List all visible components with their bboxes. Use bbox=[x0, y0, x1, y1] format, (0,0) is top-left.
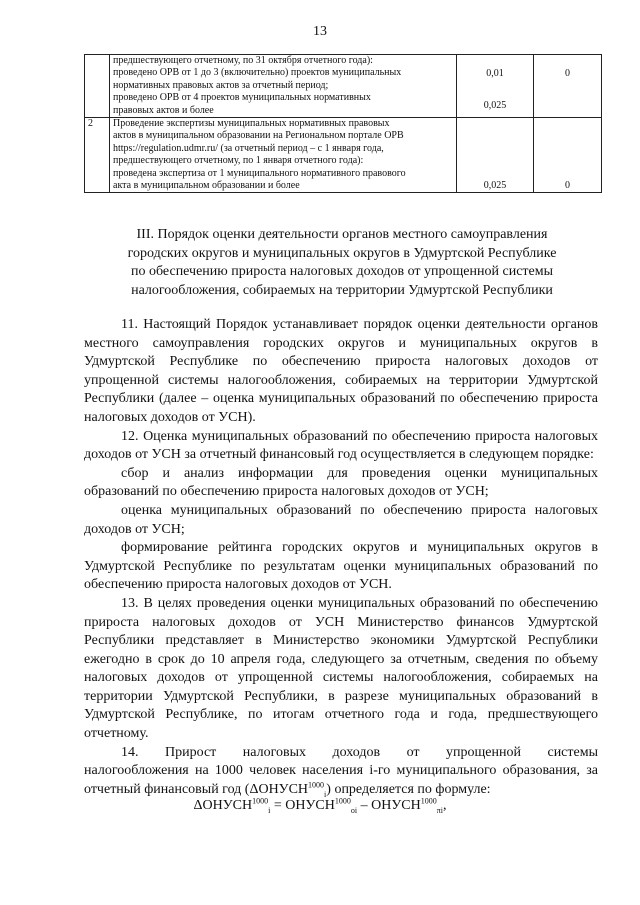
paragraph-13: 13. В целях проведения оценки муниципальных образований по обеспечению прироста налоговых доходов от УСН Министерство финансов Удмуртской Республики представляет в Министерство экономики Удмуртской Республики ежегодно в срок до 10 апреля года, следующего за отчетным, сведения по объему налоговых доходов от упрощенной системы налогообложения, собираемых на территории Удмуртской Республики, в разрезе муниципальных образований в Удмуртской Республике, по итогам отчетного года и года, предшествующего отчетному. bbox=[84, 595, 598, 742]
desc-line: акта в муниципальном образовании и более bbox=[113, 180, 300, 192]
row-description bbox=[110, 55, 457, 118]
table-row bbox=[85, 55, 602, 118]
desc-line: проведена экспертиза от 1 муниципального нормативного правового bbox=[113, 167, 406, 179]
formula-sup: 1000 bbox=[334, 796, 351, 806]
paragraph-11: 11. Настоящий Порядок устанавливает порядок оценки деятельности органов местного самоуправления городских округов и муниципальных округов в Удмуртской Республике по обеспечению прироста налоговых доходов от упрощенной системы налогообложения, собираемых на территории Удмуртской Республики (далее – оценка муниципальных образований по обеспечению прироста налоговых доходов от УСН). bbox=[84, 317, 598, 425]
p14-sub: i bbox=[324, 789, 327, 799]
desc-line: проведено ОРВ от 1 до 3 (включительно) проектов муниципальных bbox=[113, 67, 402, 79]
formula-minus: – bbox=[357, 798, 372, 813]
section-title-line: налогообложения, собираемых на территории Удмуртской Республики bbox=[131, 282, 553, 298]
desc-line: https://regulation.udmr.ru/ (за отчетный период – с 1 января года, bbox=[113, 142, 384, 154]
formula-term: ОНУСН bbox=[285, 798, 335, 813]
section-title bbox=[88, 226, 596, 300]
paragraph-14-first-line: 14. Прирост налоговых доходов от упрощенной системы bbox=[121, 744, 598, 760]
weight-cell bbox=[457, 118, 534, 193]
p14-text: налогообложения на 1000 человек населения i-го муниципального образования, за отчетный финансовый год (ΔОНУСН bbox=[84, 763, 598, 797]
paragraph-12-item: формирование рейтинга городских округов и муниципальных округов в Удмуртской Республике по результатам оценки муниципальных образований по обеспечению прироста налоговых доходов от УСН. bbox=[84, 540, 598, 593]
section-title-line: III. Порядок оценки деятельности органов местного самоуправления bbox=[136, 227, 548, 242]
formula-sup: 1000 bbox=[420, 796, 437, 806]
formula-term: ОНУСН bbox=[371, 798, 421, 813]
formula-sub: oi bbox=[350, 805, 358, 815]
paragraph-12-item: оценка муниципальных образований по обеспечению прироста налоговых доходов от УСН; bbox=[84, 502, 598, 537]
section-title-line: городских округов и муниципальных округов в Удмуртской Республике bbox=[127, 245, 557, 261]
paragraph-12: 12. Оценка муниципальных образований по обеспечению прироста налоговых доходов от УСН за отчетный финансовый год осуществляется в следующем порядке: bbox=[84, 428, 598, 463]
section-title-line: по обеспечению прироста налоговых доходов от упрощенной системы bbox=[130, 264, 554, 279]
min-value: 0 bbox=[565, 68, 570, 79]
table-row bbox=[85, 118, 602, 193]
criteria-table bbox=[84, 54, 602, 193]
formula-tail: , bbox=[442, 798, 447, 813]
page-number: 13 bbox=[313, 24, 327, 39]
p14-end: ) определяется по формуле: bbox=[326, 781, 491, 797]
desc-line: предшествующего отчетному, по 31 октября отчетного года): bbox=[113, 55, 373, 66]
desc-line: нормативных правовых актов за отчетный период; bbox=[113, 79, 329, 91]
row-number bbox=[85, 55, 110, 118]
desc-line: предшествующего отчетному, по 1 января отчетного года): bbox=[113, 155, 364, 167]
formula-lhs: ΔОНУСН bbox=[193, 798, 253, 813]
min-value: 0 bbox=[565, 180, 570, 192]
formula-sub: i bbox=[268, 805, 271, 815]
weight-value: 0,01 bbox=[486, 68, 504, 79]
desc-line: актов в муниципальном образовании на Региональном портале ОРВ bbox=[113, 130, 404, 142]
row-description bbox=[110, 118, 457, 193]
row-number: 2 bbox=[85, 118, 110, 193]
formula-sup: 1000 bbox=[252, 796, 269, 806]
desc-line: проведено ОРВ от 4 проектов муниципальных нормативных bbox=[113, 92, 371, 104]
desc-line: Проведение экспертизы муниципальных нормативных правовых bbox=[113, 118, 390, 130]
weight-value: 0,025 bbox=[483, 180, 507, 192]
paragraph-12-item: сбор и анализ информации для проведения оценки муниципальных образований по обеспечению прироста налоговых доходов от УСН; bbox=[84, 465, 598, 500]
formula-sub: πi bbox=[436, 805, 443, 815]
weight-cell bbox=[457, 55, 534, 118]
min-value-cell bbox=[534, 118, 602, 193]
p14-sup: 1000 bbox=[308, 780, 325, 790]
min-value-cell bbox=[534, 55, 602, 118]
weight-value: 0,025 bbox=[483, 100, 507, 111]
paragraph-14 bbox=[84, 762, 598, 799]
desc-line: правовых актов и более bbox=[113, 104, 214, 116]
formula bbox=[0, 798, 640, 814]
body-text bbox=[84, 316, 598, 799]
formula-eq: = bbox=[270, 798, 286, 813]
